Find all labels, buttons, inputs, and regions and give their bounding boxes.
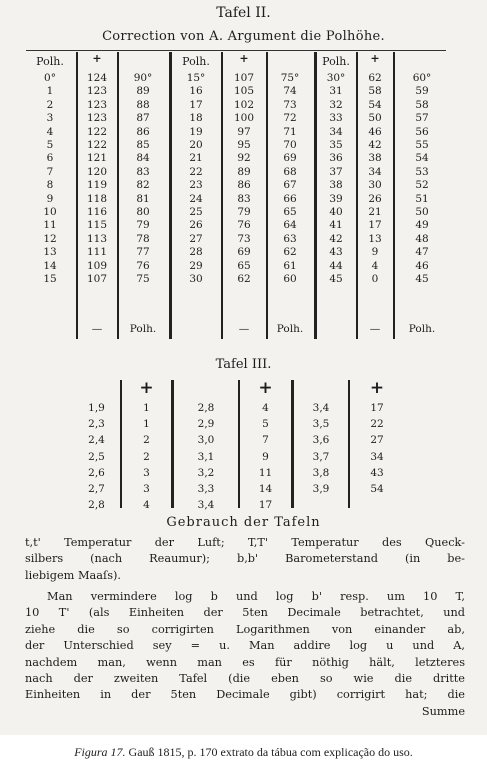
text-line: 10 T' (als Einheiten der 5ten Decimale betrachtet, und: [25, 606, 465, 620]
table-cell: 89: [237, 165, 251, 178]
table-cell: 64: [283, 219, 297, 232]
table-cell: 60: [283, 273, 297, 286]
table2-foot-dash: —: [238, 323, 250, 335]
table-cell: 33: [329, 112, 343, 125]
caption-label: Figura 17.: [74, 745, 126, 759]
table-cell: 76: [136, 259, 150, 272]
table-cell: 34: [329, 125, 343, 138]
table3-col-corr: [352, 400, 402, 497]
table2-foot-dash: —: [91, 323, 103, 335]
table-cell: 73: [283, 98, 297, 111]
table2-col-comp: [268, 72, 312, 287]
table-cell: 2,6: [88, 466, 105, 479]
table-cell: 63: [283, 232, 297, 245]
table-cell: 2: [143, 450, 150, 463]
table2-col-polh: [172, 72, 220, 287]
table-cell: 9: [262, 450, 269, 463]
text-line: silbers (nach Reaumur); b,b' Barometerstand (in be-: [25, 552, 465, 566]
table-cell: 76: [237, 219, 251, 232]
table3-rule: [291, 380, 294, 508]
table2-col-polh: [317, 72, 355, 287]
table-cell: 3,6: [312, 434, 330, 447]
table-cell: 21: [189, 152, 203, 165]
table-cell: 54: [415, 152, 429, 165]
table-cell: 59: [415, 85, 429, 98]
plus-sign: +: [369, 378, 385, 398]
table-cell: 88: [136, 98, 150, 111]
table-cell: 3: [143, 466, 150, 479]
table-cell: 79: [237, 206, 251, 219]
table-cell: 48: [415, 232, 429, 245]
table-cell: 43: [329, 246, 343, 259]
table-cell: 38: [368, 152, 382, 165]
table-cell: 60°: [412, 72, 432, 84]
table-cell: 87: [136, 112, 150, 125]
table-cell: 16: [189, 85, 203, 98]
text-line: der Unterschied sey = u. Man addire log u und A,: [25, 639, 465, 653]
table2-col-corr: [223, 72, 265, 287]
table-cell: 3,2: [197, 466, 215, 479]
table2-head-polh: Polh.: [36, 55, 64, 68]
table3-col-corr: [242, 400, 289, 513]
table-cell: 58: [415, 98, 429, 111]
table-cell: 89: [136, 85, 150, 98]
table-cell: 77: [136, 246, 150, 259]
table-cell: 46: [415, 259, 429, 272]
table3-rule: [171, 380, 174, 508]
table-cell: 75: [136, 273, 150, 286]
table-cell: 90°: [133, 72, 153, 84]
table-cell: 6: [46, 152, 54, 165]
table-cell: 95: [237, 139, 251, 152]
table3-rule: [238, 380, 240, 508]
table-cell: 52: [415, 179, 429, 192]
table-cell: 2,5: [88, 450, 105, 463]
table-cell: 97: [237, 125, 251, 138]
table-cell: 86: [237, 179, 251, 192]
plus-sign: +: [92, 52, 102, 65]
table-cell: 41: [329, 219, 343, 232]
table2-foot-polh: Polh.: [276, 323, 304, 335]
table-cell: 9: [371, 246, 379, 259]
usage-paragraph-1: [25, 535, 465, 584]
table-cell: 3,7: [312, 450, 330, 463]
table-cell: 7: [46, 165, 54, 178]
table2-head-polh: Polh.: [322, 55, 350, 68]
table-cell: 105: [233, 85, 255, 98]
table-cell: 3,4: [197, 499, 215, 512]
plus-sign: +: [370, 52, 380, 65]
table-cell: 2,8: [88, 499, 105, 512]
table3-col-corr: [124, 400, 169, 513]
table-cell: 46: [368, 125, 382, 138]
table2-head-polh: Polh.: [182, 55, 210, 68]
table-cell: 119: [86, 179, 108, 192]
table-cell: 54: [368, 98, 382, 111]
table-cell: 1: [143, 402, 150, 414]
table-cell: 2,3: [88, 418, 105, 431]
table-cell: 62: [237, 273, 251, 286]
table-cell: 122: [86, 125, 108, 138]
table-cell: 3: [46, 112, 54, 125]
text-line: ziehe die so corrigirten Logarithmen von einander ab,: [25, 622, 465, 636]
usage-heading: Gebrauch der Tafeln: [166, 515, 321, 530]
table2-foot-polh: Polh.: [408, 323, 436, 335]
table-cell: 5: [46, 139, 54, 152]
table-cell: 62: [368, 72, 382, 84]
plus-sign: +: [139, 378, 154, 398]
table-cell: 102: [233, 98, 255, 111]
table-cell: 28: [189, 246, 203, 259]
text-line: Man vermindere log b und log b' resp. um 10 T,: [47, 590, 465, 603]
table2-col-comp: [119, 72, 167, 287]
table-cell: 9: [46, 192, 54, 205]
table-cell: 3: [143, 483, 150, 496]
table-cell: 80: [136, 206, 150, 219]
table-cell: 67: [283, 179, 297, 192]
table-cell: 69: [237, 246, 251, 259]
table-cell: 78: [136, 232, 150, 245]
table-cell: 83: [136, 165, 150, 178]
table2-subtitle: Correction von A. Argument die Polhöhe.: [102, 29, 385, 44]
table-cell: 3,5: [312, 418, 330, 431]
table-cell: 5: [262, 418, 269, 431]
table-cell: 50: [368, 112, 382, 125]
table-cell: 14: [43, 259, 57, 272]
table-cell: 2,8: [197, 402, 215, 414]
table-cell: 83: [237, 192, 251, 205]
table3-rule: [120, 380, 122, 508]
table-cell: 72: [283, 112, 297, 125]
table-cell: 113: [86, 232, 108, 245]
table3-col-arg: [176, 400, 236, 513]
table-cell: 0: [371, 273, 379, 286]
table-cell: 31: [329, 85, 343, 98]
table-cell: 118: [86, 192, 108, 205]
figure-caption: [0, 745, 487, 760]
table-cell: 43: [370, 466, 384, 479]
table-cell: 7: [262, 434, 269, 447]
table2-top-rule: [26, 50, 446, 51]
table2-col-corr: [358, 72, 392, 287]
table-cell: 58: [368, 85, 382, 98]
table-cell: 27: [189, 232, 203, 245]
table-cell: 70: [283, 139, 297, 152]
table-cell: 55: [415, 139, 429, 152]
table-cell: 85: [136, 139, 150, 152]
table-cell: 22: [189, 165, 203, 178]
table-cell: 81: [136, 192, 150, 205]
table-cell: 4: [371, 259, 379, 272]
table-cell: 2,4: [88, 434, 105, 447]
table-cell: 92: [237, 152, 251, 165]
table-cell: 115: [86, 219, 108, 232]
table-cell: 30: [189, 273, 203, 286]
table-cell: 107: [233, 72, 255, 84]
table-cell: 111: [86, 246, 108, 259]
table-cell: 124: [86, 72, 108, 84]
table-cell: 13: [368, 232, 382, 245]
table-cell: 27: [370, 434, 384, 447]
table-cell: 1: [46, 85, 54, 98]
table-cell: 10: [43, 206, 57, 219]
table-cell: 71: [283, 125, 297, 138]
table-cell: 19: [189, 125, 203, 138]
table-cell: 42: [368, 139, 382, 152]
table-cell: 75°: [280, 72, 300, 84]
table-cell: 18: [189, 112, 203, 125]
table-cell: 23: [189, 179, 203, 192]
caption-text: Gauß 1815, p. 170 extrato da tábua com explicação do uso.: [125, 745, 413, 759]
usage-paragraph-2: [25, 589, 465, 720]
table-cell: 3,8: [312, 466, 330, 479]
table2-col-comp: [396, 72, 448, 287]
table-cell: 45: [415, 273, 429, 286]
table2-col-polh: [26, 72, 74, 287]
table-cell: 2: [46, 98, 54, 111]
table-cell: 21: [368, 206, 382, 219]
table-cell: 86: [136, 125, 150, 138]
table-cell: 37: [329, 165, 343, 178]
table-cell: 12: [43, 232, 57, 245]
table-cell: 39: [329, 192, 343, 205]
table-cell: 11: [258, 466, 273, 479]
plus-sign: +: [258, 378, 273, 398]
text-line: t,t' Temperatur der Luft; T,T' Temperatur des Queck-: [25, 536, 465, 549]
table-cell: 1: [143, 418, 150, 431]
table-cell: 17: [258, 499, 273, 512]
table-cell: 4: [143, 499, 150, 512]
table-cell: 73: [237, 232, 251, 245]
plus-sign: +: [239, 52, 249, 65]
table-cell: 3,3: [197, 483, 215, 496]
table2-foot-dash: —: [369, 323, 381, 335]
table2-foot-polh: Polh.: [129, 323, 157, 335]
table-cell: 2,9: [197, 418, 215, 431]
table-cell: 45: [329, 273, 343, 286]
table-cell: 62: [283, 246, 297, 259]
table-cell: 123: [86, 85, 108, 98]
table-cell: 54: [370, 483, 384, 496]
table2-title: Tafel II.: [216, 5, 271, 21]
table-cell: 35: [329, 139, 343, 152]
table-cell: 13: [43, 246, 57, 259]
table3-title: Tafel III.: [215, 357, 272, 372]
table2-rule: [393, 52, 395, 339]
table-cell: 26: [368, 192, 382, 205]
table-cell: 29: [189, 259, 203, 272]
table-cell: 65: [283, 206, 297, 219]
table-cell: 84: [136, 152, 150, 165]
table-cell: 0°: [44, 72, 56, 84]
table-cell: 3,9: [312, 483, 330, 496]
table-cell: 107: [86, 273, 108, 286]
table-cell: 68: [283, 165, 297, 178]
table-cell: 3,1: [197, 450, 215, 463]
table-cell: 38: [329, 179, 343, 192]
table-cell: 49: [415, 219, 429, 232]
table-cell: 79: [136, 219, 150, 232]
text-line: Einheiten in der 5ten Decimale gibt) corrigirt hat; die: [25, 688, 465, 702]
table-cell: 109: [86, 259, 108, 272]
table-cell: 17: [368, 219, 382, 232]
table-cell: 47: [415, 246, 429, 259]
table-cell: 82: [136, 179, 150, 192]
table-cell: 50: [415, 206, 429, 219]
table-cell: 3,0: [197, 434, 215, 447]
table-cell: 14: [258, 483, 273, 496]
table3-rule: [348, 380, 350, 508]
table-cell: 25: [189, 206, 203, 219]
table-cell: 34: [370, 450, 384, 463]
table-cell: 36: [329, 152, 343, 165]
table-cell: 30°: [326, 72, 346, 84]
table-cell: 44: [329, 259, 343, 272]
table-cell: 4: [262, 402, 269, 414]
table-cell: 121: [86, 152, 108, 165]
table-cell: 120: [86, 165, 108, 178]
table2-col-corr: [78, 72, 116, 287]
table-cell: 1,9: [88, 402, 105, 414]
table-cell: 8: [46, 179, 54, 192]
text-line: nachdem man, wenn man es für nöthig hält, letzteres: [25, 655, 465, 669]
table-cell: 17: [189, 98, 203, 111]
table-cell: 57: [415, 112, 429, 125]
table-cell: 56: [415, 125, 429, 138]
table-cell: 22: [370, 418, 384, 431]
table-cell: 20: [189, 139, 203, 152]
table-cell: 15: [43, 273, 57, 286]
table3-col-arg: [296, 400, 346, 497]
table-cell: 53: [415, 165, 429, 178]
table-cell: 24: [189, 192, 203, 205]
table-cell: 61: [283, 259, 297, 272]
table-cell: 116: [86, 206, 108, 219]
table-cell: 40: [329, 206, 343, 219]
table-cell: 3,4: [312, 402, 330, 414]
table-cell: 42: [329, 232, 343, 245]
table-cell: 65: [237, 259, 251, 272]
table-cell: 74: [283, 85, 297, 98]
catchword: Summe: [421, 704, 465, 718]
table-cell: 2,7: [88, 483, 105, 496]
text-line: liebigem Maaſs).: [25, 568, 121, 582]
table-cell: 11: [43, 219, 57, 232]
table3-col-arg: [75, 400, 118, 513]
table-cell: 100: [233, 112, 255, 125]
table-cell: 26: [189, 219, 203, 232]
table-cell: 32: [329, 98, 343, 111]
table-cell: 17: [370, 402, 384, 414]
table-cell: 2: [143, 434, 150, 447]
table-cell: 4: [46, 125, 54, 138]
table-cell: 123: [86, 98, 108, 111]
table-cell: 66: [283, 192, 297, 205]
table-cell: 34: [368, 165, 382, 178]
text-line: nach der zweiten Tafel (die eben so wie die dritte: [25, 672, 465, 686]
table-cell: 69: [283, 152, 297, 165]
table-cell: 123: [86, 112, 108, 125]
table-cell: 51: [415, 192, 429, 205]
table-cell: 15°: [186, 72, 206, 84]
table-cell: 122: [86, 139, 108, 152]
table-cell: 30: [368, 179, 382, 192]
